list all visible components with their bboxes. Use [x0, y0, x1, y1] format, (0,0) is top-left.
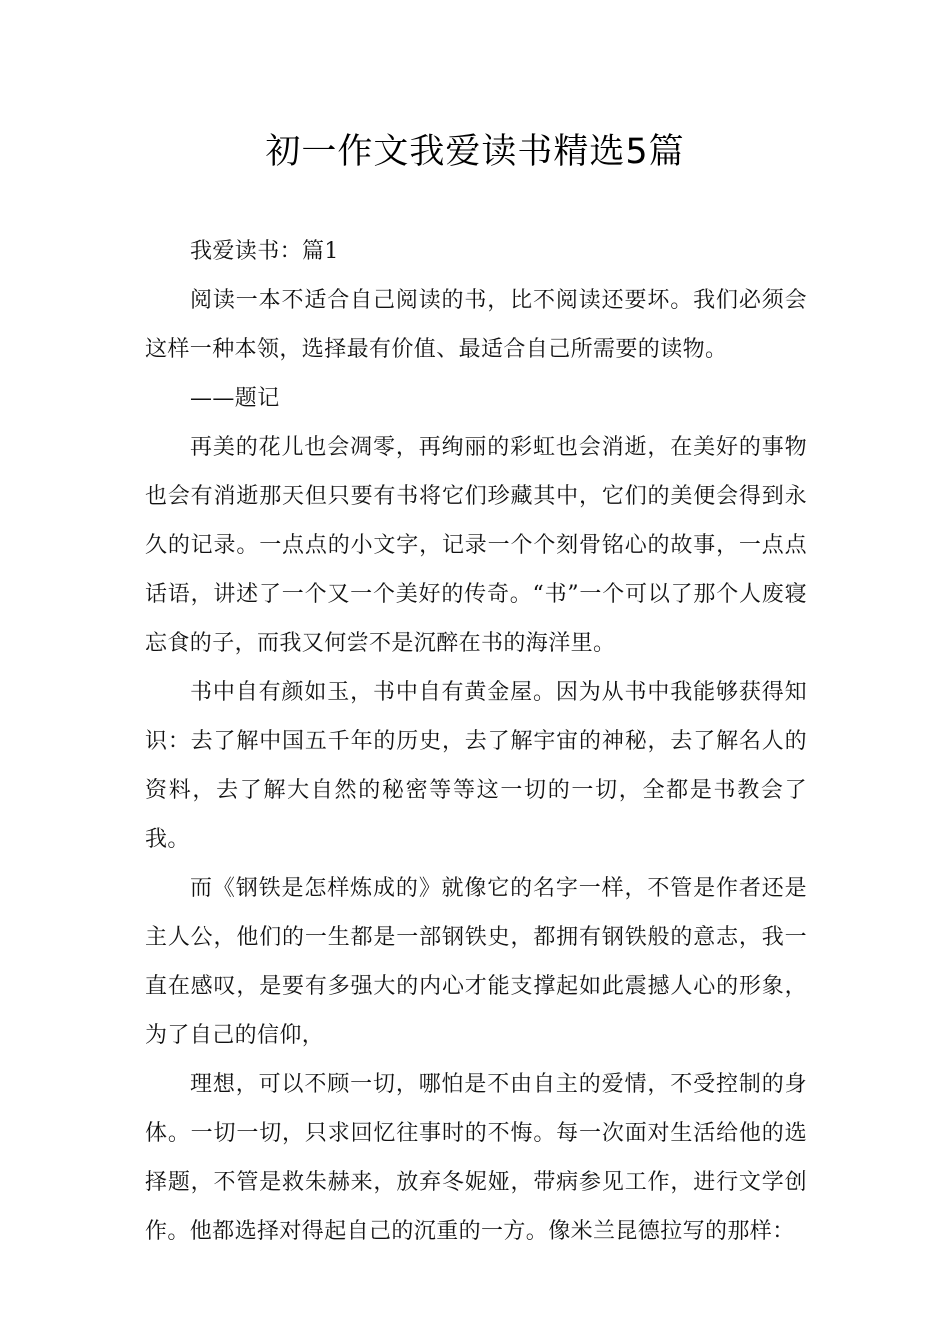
body-paragraph: 而《钢铁是怎样炼成的》就像它的名字一样，不管是作者还是主人公，他们的一生都是一部钢铁史，都拥有钢铁般的意志，我一直在感叹，是要有多强大的内心才能支撑起如此震撼人心的形象，为了自己的信仰，: [145, 876, 807, 1048]
section-heading: 我爱读书：篇1: [190, 239, 339, 264]
epigraph-paragraph: 阅读一本不适合自己阅读的书，比不阅读还要坏。我们必须会这样一种本领，选择最有价值、最适合自己所需要的读物。: [145, 288, 807, 362]
document-title: 初一作文我爱读书精选5篇: [265, 132, 685, 172]
body-paragraph: 理想，可以不顾一切，哪怕是不由自主的爱情，不受控制的身体。一切一切，只求回忆往事时的不悔。每一次面对生活给他的选择题，不管是救朱赫来，放弃冬妮娅，带病参见工作，进行文学创作。他都选择对得起自己的沉重的一方。像米兰昆德拉写的那样：: [145, 1072, 807, 1244]
document-body: [145, 227, 807, 1256]
body-paragraph: 书中自有颜如玉，书中自有黄金屋。因为从书中我能够获得知识：去了解中国五千年的历史，去了解宇宙的神秘，去了解名人的资料，去了解大自然的秘密等等这一切的一切，全都是书教会了我。: [145, 680, 807, 852]
body-paragraph: 再美的花儿也会凋零，再绚丽的彩虹也会消逝，在美好的事物也会有消逝那天但只要有书将它们珍藏其中，它们的美便会得到永久的记录。一点点的小文字，记录一个个刻骨铭心的故事，一点点话语，讲述了一个又一个美好的传奇。“书”一个可以了那个人废寝忘食的子，而我又何尝不是沉醉在书的海洋里。: [145, 435, 807, 656]
epigraph-attribution: ——题记: [190, 386, 280, 411]
